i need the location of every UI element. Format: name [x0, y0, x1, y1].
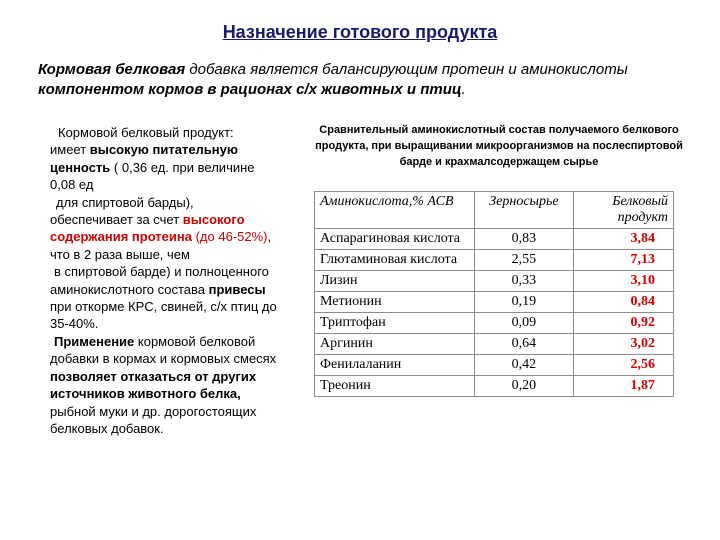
- intro-text: добавка является балансирующим протеин и аминокислоты: [185, 61, 628, 78]
- product-description: [50, 124, 282, 437]
- intro-paragraph: [38, 60, 698, 100]
- table-row: Треонин 0,20 1,87: [315, 376, 674, 397]
- intro-end: .: [461, 81, 466, 98]
- table-row: Метионин 0,19 0,84: [315, 292, 674, 313]
- header-grain: Зерносырье: [474, 192, 574, 229]
- desc-heading: Кормовой белковый продукт:: [58, 125, 234, 140]
- header-amino-acid: Аминокислота,% АСВ: [315, 192, 475, 229]
- desc-gain: привесы: [208, 281, 266, 297]
- desc-alternatives: позволяет отказаться от других источников животного белка,: [50, 368, 257, 402]
- table-header-row: [315, 192, 674, 229]
- table-row: Фенилаланин 0,42 2,56: [315, 355, 674, 376]
- table-row: Триптофан 0,09 0,92: [315, 313, 674, 334]
- desc-protein: высокого содержания протеина: [50, 212, 245, 245]
- page-title: Назначение готового продукта: [222, 22, 498, 42]
- desc-protein-range: (до 46-52%): [191, 229, 268, 245]
- table-row: Лизин 0,33 3,10: [315, 271, 674, 292]
- desc-protein-block: обеспечивает за счет высокого содержания протеина (до 46-52%), что в 2 раза выше, чем: [50, 212, 272, 262]
- amino-acid-table: [314, 191, 674, 397]
- table-row: Аспарагиновая кислота 0,83 3,84: [315, 229, 674, 250]
- desc-nutrition: высокую питательную ценность: [50, 142, 238, 175]
- desc-gain-block: в спиртовой барде) и полноценного аминокислотного состава привесы при откорме КРС, свиней, с/х птиц до 35-40%.: [50, 264, 277, 332]
- header-protein-product: Белковый продукт: [574, 192, 674, 229]
- table-caption: Сравнительный аминокислотный состав получаемого белкового продукта, при выращивании микроорганизмов на послеспиртовой барде и крахмалсодержащем сырье: [315, 124, 683, 168]
- desc-usage: Применение: [54, 333, 135, 349]
- desc-barda-note: для спиртовой барды),: [56, 194, 194, 210]
- intro-lead: Кормовая белковая: [38, 61, 186, 78]
- desc-usage-block: Применение кормовой белковой добавки в кормах и кормовых смесях позволяет отказаться от других источников животного белка, рыбной муки и др. дорогостоящих белковых добавок.: [50, 333, 277, 436]
- intro-bold: компонентом кормов в рационах с/х животных и птиц: [38, 81, 462, 98]
- table-row: Аргинин 0,64 3,02: [315, 334, 674, 355]
- desc-value-block: имеет высокую питательную ценность ( 0,36 ед. при величине 0,08 ед: [50, 142, 255, 193]
- table-row: Глютаминовая кислота 2,55 7,13: [315, 250, 674, 271]
